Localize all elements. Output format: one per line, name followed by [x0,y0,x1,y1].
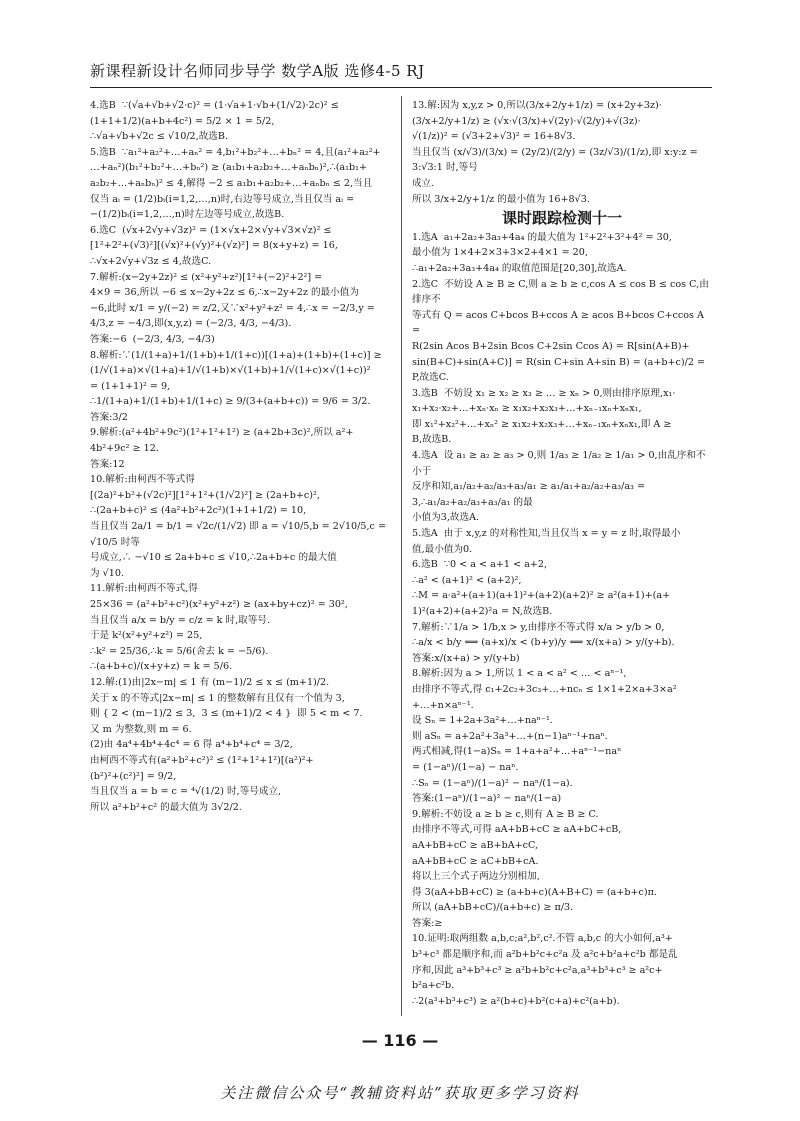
solution-q5 [90,145,390,223]
solution-r9 [412,807,712,932]
solution-line: aA+bB+cC ≥ aB+bA+cC, [412,839,539,851]
solution-line: 2.选C 不妨设 A ≥ B ≥ C,则 a ≥ b ≥ c,cos A ≤ cos B ≤ cos C,由排序不 [412,278,709,306]
solution-line: sin(B+C)+sin(A+C)] = R(sin C+sin A+sin B) = (a+b+c)/2 = [412,356,706,368]
solution-q7 [90,270,390,348]
solution-line: 当且仅当 a/x = b/y = c/z = k 时,取等号. [90,614,270,626]
solution-q13 [412,98,712,207]
solution-line: = (1+1+1)² = 9, [90,380,171,392]
solution-line: −(1/2)bᵢ(i=1,2,…,n)时左边等号成立,故选B. [90,209,285,221]
solution-line: 所以 a²+b²+c² 的最大值为 3√2/2. [90,801,242,813]
solution-line: +…+n×aⁿ⁻¹. [412,699,474,711]
right-column-bottom [412,230,712,1010]
solution-line: √(1/z))² = (√3+2+√3)² = 16+8√3. [412,131,576,143]
solution-q8 [90,348,390,426]
solution-line: 得 3(aA+bB+cC) ≥ (a+b+c)(A+B+C) = (a+b+c)π. [412,886,657,898]
solution-line: 5.选B ∵a₁²+a₂²+…+aₙ² = 4,b₁²+b₂²+…+bₙ² = 4,且(a₁²+a₂²+ [90,146,381,158]
solution-line: 仅当 aᵢ = (1/2)bᵢ(i=1,2,…,n)时,右边等号成立,当且仅当 aᵢ = [90,193,355,205]
solution-line: 答案:3/2 [90,411,128,423]
page-number: — 116 — [361,1031,439,1050]
solution-r7 [412,620,712,667]
solution-line: ∴√a+√b+√2c ≤ √10/2,故选B. [90,131,228,143]
right-column [412,98,712,1009]
solution-q4 [90,98,390,145]
solution-line: 则 aSₙ = a+2a²+3a³+…+(n−1)aⁿ⁻¹+naⁿ. [412,730,608,742]
solution-line: 设 Sₙ = 1+2a+3a²+…+naⁿ⁻¹. [412,715,553,727]
solution-line: 4.选B ∵(√a+√b+√2·c)² = (1·√a+1·√b+(1/√2)·2c)² ≤ [90,100,339,111]
solution-line: 答案:12 [90,458,125,470]
solution-line: (3/x+2/y+1/z) ≥ (√x·√(3/x)+√(2y)·√(2/y)+√(3z)· [412,115,641,127]
right-column-top [412,98,712,207]
solution-line: 将以上三个式子两边分别相加, [412,871,540,883]
solution-line: 9.解析:不妨设 a ≥ b ≥ c,则有 A ≥ B ≥ C. [412,808,599,820]
solution-line: 所以 (aA+bB+cC)/(a+b+c) ≥ π/3. [412,902,574,914]
solution-line: (1/√(1+a)×√(1+a)+1/√(1+b)×√(1+b)+1/√(1+c)×√(1+c))² [90,365,371,377]
solution-line: −6,此时 x/1 = y/(−2) = z/2,又∵x²+y²+z² = 4,∴x = −2/3,y = [90,302,375,314]
solution-line: 由柯西不等式有(a²+b²+c²)² ≤ (1²+1²+1²)[(a²)²+ [90,754,314,766]
solution-q9 [90,425,390,472]
solution-line: 25×36 = (a²+b²+c²)(x²+y²+z²) ≥ (ax+by+cz)² = 30², [90,599,348,610]
page-header: 新课程新设计名师同步导学 数学A版 选修4-5 RJ [90,60,712,88]
solution-q11 [90,581,390,675]
solution-line: 7.解析:(x−2y+2z)² ≤ (x²+y²+z²)[1²+(−2)²+2²] = [90,271,323,283]
solution-r4 [412,448,712,526]
solution-line: 当且仅当 a = b = c = ⁴√(1/2) 时,等号成立, [90,786,282,798]
solution-line: b²a+c²b. [412,980,455,992]
solution-line: ∴k² = 25/36,∴k = 5/6(舍去 k = −5/6). [90,645,269,657]
solution-line: 序和,因此 a³+b³+c³ ≥ a²b+b²c+c²a,a³+b³+c³ ≥ a²c+ [412,964,663,976]
solution-line: (2)由 4a⁴+4b⁴+4c⁴ = 6 得 a⁴+b⁴+c⁴ = 3/2, [90,739,293,751]
solution-line: 8.解析:因为 a > 1,所以 1 < a < a² < … < aⁿ⁻¹, [412,668,627,680]
solution-q10 [90,472,390,581]
solution-line: R(2sin Acos B+2sin Bcos C+2sin Ccos A) = R[sin(A+B)+ [412,340,690,352]
solution-line: P,故选C. [412,372,449,384]
solution-line: 答案:x/(x+a) > y/(y+b) [412,652,520,664]
solution-line: 9.解析:(a²+4b²+9c²)(1²+1²+1²) ≥ (a+2b+3c)²,所以 a²+ [90,427,354,439]
solution-line: 5.选A 由于 x,y,z 的对称性知,当且仅当 x = y = z 时,取得最小 [412,528,681,540]
solution-q12 [90,675,390,815]
solution-line: ∴(2a+b+c)² ≤ (4a²+b²+2c²)(1+1+1/2) = 10, [90,505,307,517]
solution-line: ∴a² < (a+1)² < (a+2)², [412,574,522,586]
solution-line: 于是 k²(x²+y²+z²) = 25, [90,630,203,642]
solution-line: ∴(a+b+c)/(x+y+z) = k = 5/6. [90,661,233,673]
footer-note: 关注微信公众号“教辅资料站”获取更多学习资料 [220,1084,580,1102]
solution-line: 6.选C (√x+2√y+√3z)² = (1×√x+2×√y+√3×√z)² ≤ [90,224,332,236]
solution-line: 为 √10. [90,567,125,579]
solution-line: aA+bB+cC ≥ aC+bB+cA. [412,855,539,867]
solution-line: 答案:−6 (−2/3, 4/3, −4/3) [90,333,215,345]
solution-line: 6.选B ∵0 < a < a+1 < a+2, [412,559,548,571]
solution-line: 又 m 为整数,则 m = 6. [90,723,192,735]
solution-line: 由排序不等式,得 c₁+2c₂+3c₃+…+ncₙ ≤ 1×1+2×a+3×a² [412,683,677,695]
solution-line: a₂b₂+…+aₙbₙ)² ≤ 4,解得 −2 ≤ a₁b₁+a₂b₂+…+aₙbₙ ≤ 2,当且 [90,177,373,189]
solution-line: …+aₙ²)(b₁²+b₂²+…+bₙ²) ≥ (a₁b₁+a₂b₂+…+aₙbₙ)²,∴(a₁b₁+ [90,162,368,174]
solution-line: = (1−aⁿ)/(1−a) − naⁿ. [412,761,519,773]
solution-line: 1.选A a₁+2a₂+3a₃+4a₄ 的最大值为 1²+2²+3²+4² = 30, [412,231,672,243]
column-divider [401,96,402,1016]
solution-line: 8.解析:∵(1/(1+a)+1/(1+b)+1/(1+c))[(1+a)+(1+b)+(1+c)] ≥ [90,349,382,361]
solution-line: 7.解析:∵1/a > 1/b,x > y,由排序不等式得 x/a > y/b > 0, [412,621,665,633]
solution-r10 [412,931,712,1009]
solution-line: 号成立,∴ −√10 ≤ 2a+b+c ≤ √10,∴2a+b+c 的最大值 [90,552,337,564]
solution-r5 [412,526,712,557]
solution-line: 答案:(1−aⁿ)/(1−a)² − naⁿ/(1−a) [412,793,562,805]
solution-line: [1²+2²+(√3)²][(√x)²+(√y)²+(√z)²] = 8(x+y+z) = 16, [90,240,338,252]
solution-line: 则 { 2 < (m−1)/2 ≤ 3, 3 ≤ (m+1)/2 < 4 } 即 5 < m < 7. [90,708,363,720]
solution-r2 [412,277,712,386]
solution-line: [(2a)²+b²+(√2c)²][1²+1²+(1/√2)²] ≥ (2a+b+c)², [90,489,320,501]
solution-line: b³+c³ 都是顺序和,而 a²b+b²c+c²a 及 a²c+b²a+c²b 都是乱 [412,949,678,961]
solution-line: 成立. [412,177,435,189]
left-column [90,98,390,815]
solution-line: 4×9 = 36,所以 −6 ≤ x−2y+2z ≤ 6,∴x−2y+2z 的最小值为 [90,287,359,299]
solution-line: x₁+x₂·x₂+…+xₙ·xₙ ≥ x₁x₂+x₂x₃+…+xₙ₋₁xₙ+xₙx₁, [412,403,642,415]
solution-line: 答案:≥ [412,917,443,929]
solution-line: 两式相减,得(1−a)Sₙ = 1+a+a²+…+aⁿ⁻¹−naⁿ [412,746,622,758]
solution-line: 当且仅当 2a/1 = b/1 = √2c/(1/√2) 即 a = √10/5,b = 2√10/5,c = √10/5 时等 [90,521,390,548]
solution-line: 等式有 Q = acos C+bcos B+ccos A ≥ acos B+bcos C+ccos A = [412,309,708,337]
solution-r1 [412,230,712,277]
solution-line: ∴1/(1+a)+1/(1+b)+1/(1+c) ≥ 9/(3+(a+b+c)) = 9/6 = 3/2. [90,396,371,408]
solution-line: 4/3,z = −4/3,即(x,y,z) = (−2/3, 4/3, −4/3). [90,318,292,330]
solution-line: 所以 3/x+2/y+1/z 的最小值为 16+8√3. [412,193,590,205]
solution-line: 12.解:(1)由|2x−m| ≤ 1 有 (m−1)/2 ≤ x ≤ (m+1)/2. [90,676,330,688]
solution-line: 10.解析:由柯西不等式得 [90,474,195,486]
solution-r8 [412,666,712,806]
solution-line: 值,最小值为0. [412,543,473,555]
solution-line: ∴√x+2√y+√3z ≤ 4,故选C. [90,255,212,267]
solution-line: (b²)²+(c²)²] = 9/2, [90,770,177,782]
solution-line: 当且仅当 (x/√3)/(3/x) = (2y/2)/(2/y) = (3z/√3)/(1/z),即 x:y:z = 3:√3:1 时,等号 [412,146,701,174]
solution-line: ∴2(a³+b³+c³) ≥ a²(b+c)+b²(c+a)+c²(a+b). [412,995,620,1007]
solution-line: 3.选B 不妨设 x₁ ≥ x₂ ≥ x₃ ≥ … ≥ xₙ > 0,则由排序原理,x₁· [412,387,676,399]
solution-line: 最小值为 1×4+2×3+3×2+4×1 = 20, [412,247,588,259]
solution-line: B,故选B. [412,434,452,446]
solution-line: ∴Sₙ = (1−aⁿ)/(1−a)² − naⁿ/(1−a). [412,777,573,789]
solution-q6 [90,223,390,270]
solution-line: 4.选A 设 a₁ ≥ a₂ ≥ a₃ > 0,则 1/a₃ ≥ 1/a₂ ≥ 1/a₁ > 0,由乱序和不小于 [412,450,706,477]
solution-line: 11.解析:由柯西不等式,得 [90,583,198,595]
solution-line: ∴a/x < b/y ⟺ (a+x)/x < (b+y)/y ⟺ x/(x+a) > y/(y+b). [412,637,675,649]
solution-line: 即 x₁²+x₂²+…+xₙ² ≥ x₁x₂+x₂x₃+…+xₙ₋₁xₙ+xₙx₁,即 A ≥ [412,418,672,430]
solution-line: 13.解:因为 x,y,z > 0,所以(3/x+2/y+1/z) = (x+2y+3z)· [412,100,662,111]
solution-line: 1)²(a+2)+(a+2)²a = N,故选B. [412,606,553,617]
solution-line: 4b²+9c² ≥ 12. [90,443,159,455]
solution-r6 [412,557,712,619]
solution-line: 10.证明:取两组数 a,b,c;a²,b²,c².不管 a,b,c 的大小如何,a³+ [412,933,673,945]
section-title: 课时跟踪检测十一 [501,209,622,228]
solution-line: 关于 x 的不等式|2x−m| ≤ 1 的整数解有且仅有一个值为 3, [90,692,345,704]
solution-line: ∴a₁+2a₂+3a₃+4a₄ 的取值范围是[20,30],故选A. [412,262,627,274]
solution-line: 反序和知,a₁/a₂+a₂/a₃+a₃/a₁ ≥ a₁/a₁+a₂/a₂+a₃/a₃ = 3,∴a₁/a₂+a₂/a₃+a₃/a₁ 的最 [412,481,649,508]
solution-line: (1+1+1/2)(a+b+4c²) = 5/2 × 1 = 5/2, [90,115,275,127]
solution-line: 小值为3,故选A. [412,512,480,524]
solution-line: 由排序不等式,可得 aA+bB+cC ≥ aA+bC+cB, [412,824,622,836]
solution-line: ∴M = a·a²+(a+1)(a+1)²+(a+2)(a+2)² ≥ a²(a+1)+(a+ [412,590,671,602]
solution-r3 [412,386,712,448]
